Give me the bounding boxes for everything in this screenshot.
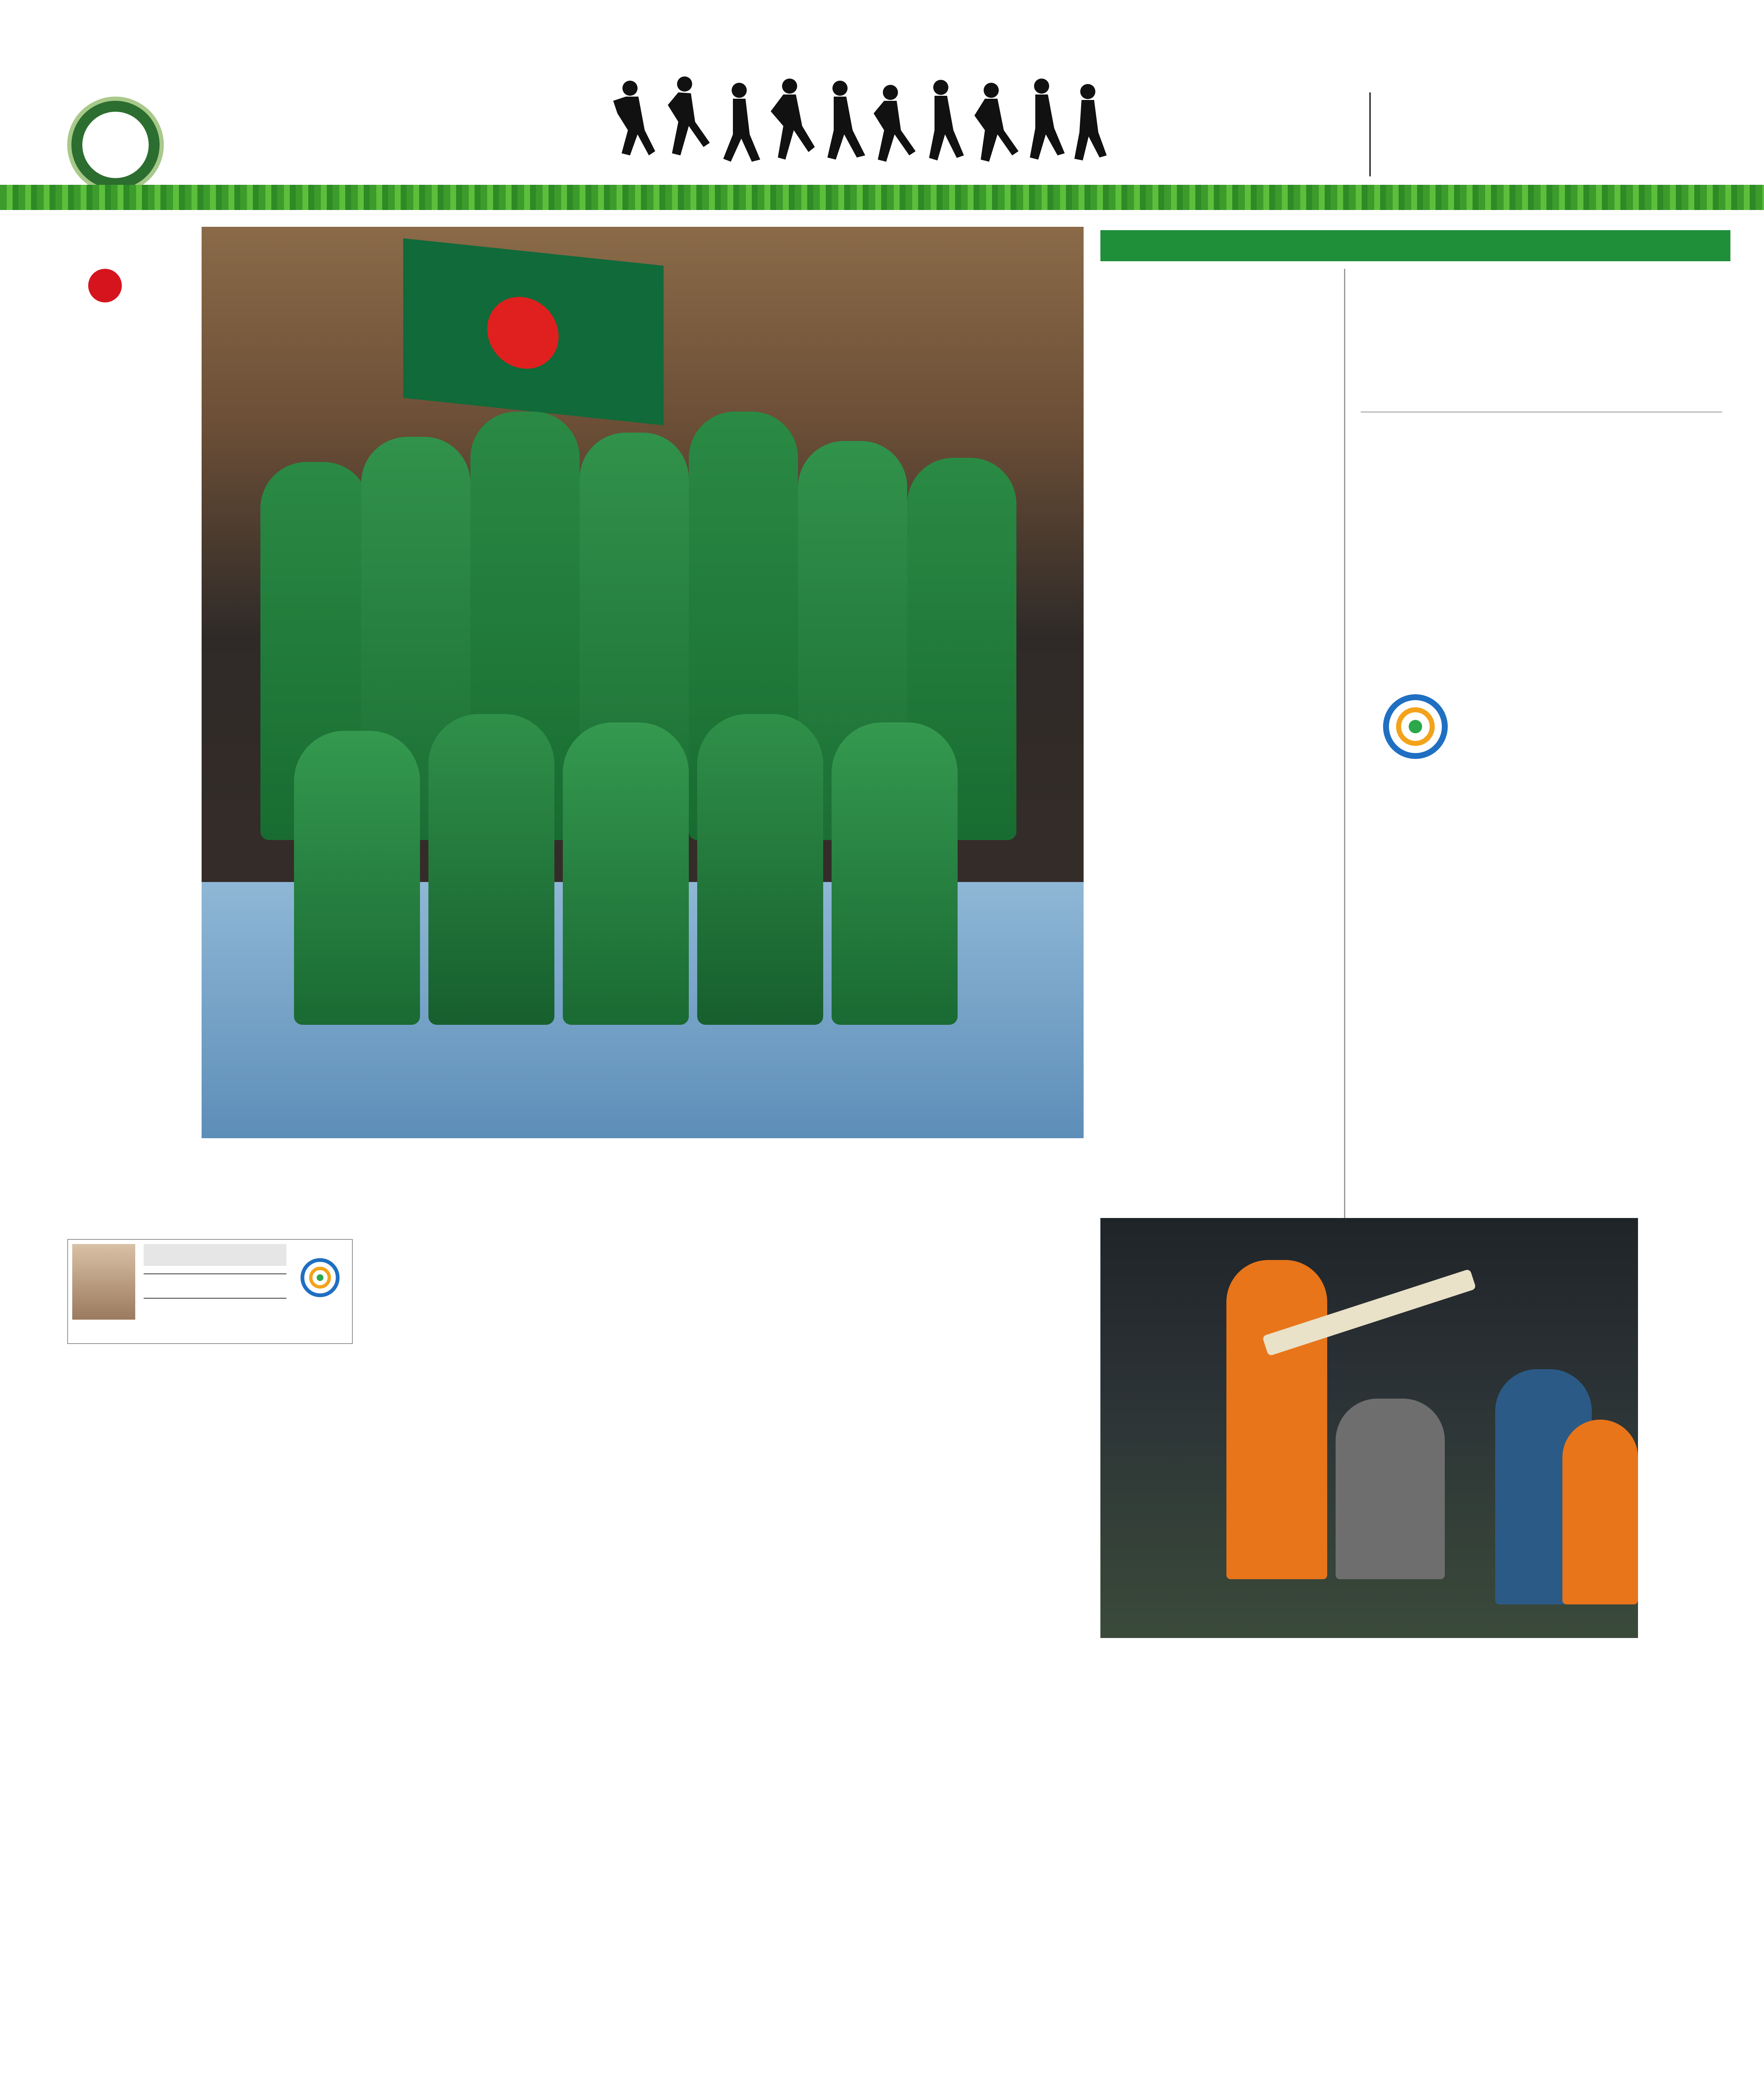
athlete-silhouettes bbox=[605, 71, 1109, 197]
bronze-headline bbox=[1352, 265, 1730, 391]
player bbox=[563, 722, 689, 1025]
asian-games-cricket-label bbox=[1100, 230, 1730, 261]
bronze-body-b bbox=[1478, 689, 1722, 1268]
masthead-divider bbox=[1369, 92, 1371, 176]
player bbox=[428, 714, 554, 1025]
player-right bbox=[1562, 1420, 1638, 1604]
player bbox=[832, 722, 958, 1025]
kabaddi-body-a bbox=[67, 1348, 353, 1705]
asian-games-logo bbox=[1361, 689, 1470, 815]
page-number-badge bbox=[67, 97, 164, 193]
kabaddi-photo-credit bbox=[80, 1075, 193, 1121]
date-block bbox=[1159, 92, 1357, 176]
kabaddi-dateline bbox=[144, 1307, 286, 1324]
kabaddi-body-d bbox=[857, 1239, 1092, 1705]
asian-games-emblem-icon bbox=[1361, 689, 1470, 773]
practice-photo-credit bbox=[1646, 1638, 1730, 1663]
kabaddi-side-caption bbox=[80, 370, 193, 1075]
player bbox=[697, 714, 823, 1025]
kabaddi-author bbox=[144, 1273, 286, 1299]
bronze-body-a bbox=[1361, 416, 1722, 685]
player-batting bbox=[1226, 1260, 1327, 1579]
page-number-inner bbox=[80, 109, 151, 181]
injury-headline bbox=[1100, 269, 1336, 462]
kabaddi-tag bbox=[144, 1244, 286, 1266]
cricket-practice-photo bbox=[1100, 1218, 1638, 1638]
grass-strip bbox=[0, 185, 1764, 210]
kabaddi-team-photo bbox=[202, 227, 1084, 1138]
injury-body bbox=[1100, 475, 1336, 1105]
player-seated bbox=[1336, 1399, 1445, 1579]
masthead bbox=[0, 0, 1764, 210]
reporter-avatar bbox=[72, 1244, 135, 1320]
red-dot-marker bbox=[88, 269, 122, 302]
flag-red-circle bbox=[487, 293, 559, 372]
section-title bbox=[185, 76, 605, 160]
asian-games-small-icon bbox=[295, 1252, 345, 1320]
kabaddi-byline-box bbox=[67, 1239, 353, 1344]
player-group bbox=[252, 386, 1033, 1058]
kabaddi-body-b bbox=[361, 1239, 605, 1705]
cricket-column-divider bbox=[1344, 269, 1345, 1285]
practice-photo-caption bbox=[1646, 1218, 1730, 1638]
bronze-byline bbox=[1361, 393, 1722, 410]
player bbox=[294, 731, 420, 1025]
paper-logo bbox=[1386, 84, 1730, 185]
kabaddi-headline bbox=[67, 1147, 1092, 1231]
kabaddi-body-c bbox=[613, 1239, 848, 1705]
